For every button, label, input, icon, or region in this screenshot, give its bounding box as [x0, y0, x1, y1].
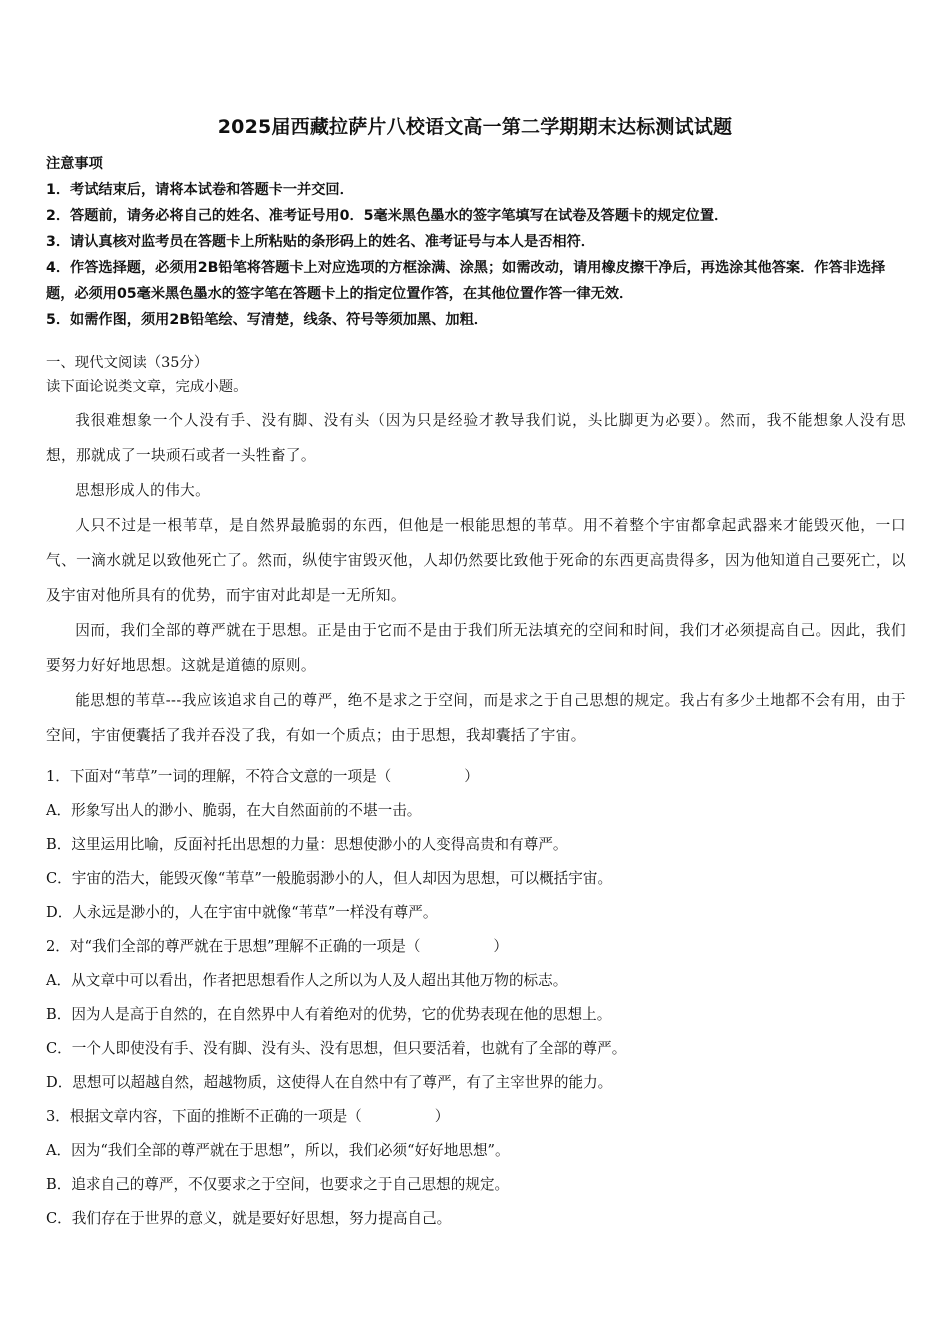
question-2-option-b: B．因为人是高于自然的，在自然界中人有着绝对的优势，它的优势表现在他的思想上。: [46, 1006, 612, 1023]
notice-heading: 注意事项: [46, 156, 103, 172]
question-3-option-c: C．我们存在于世界的意义，就是要好好思想，努力提高自己。: [46, 1210, 452, 1227]
notice-block: [46, 151, 906, 333]
question-3-stem: 3．根据文章内容，下面的推断不正确的一项是（ ）: [46, 1108, 450, 1125]
question-3-option-b: B．追求自己的尊严，不仅要求之于空间，也要求之于自己思想的规定。: [46, 1176, 510, 1193]
article-paragraph: 思想形成人的伟大。: [75, 482, 211, 499]
article-paragraph: 我很难想象一个人没有手、没有脚、没有头（因为只是经验才教导我们说，头比脚更为必要）。然而，我不能想象人没有思想，那就成了一块顽石或者一头牲畜了。: [46, 412, 906, 464]
reading-article: [46, 403, 906, 753]
article-paragraph: 能思想的苇草---我应该追求自己的尊严，绝不是求之于空间，而是求之于自己思想的规定。我占有多少土地都不会有用，由于空间，宇宙便囊括了我并吞没了我，有如一个质点；由于思想，我却囊括了宇宙。: [46, 692, 906, 744]
question-2-option-c: C．一个人即使没有手、没有脚、没有头、没有思想，但只要活着，也就有了全部的尊严。: [46, 1040, 627, 1057]
notice-item-5: 5．如需作图，须用2B铅笔绘、写清楚，线条、符号等须加黑、加粗．: [46, 312, 488, 328]
article-paragraph: 人只不过是一根苇草，是自然界最脆弱的东西，但他是一根能思想的苇草。用不着整个宇宙都拿起武器来才能毁灭他，一口气、一滴水就足以致他死亡了。然而，纵使宇宙毁灭他，人却仍然要比致他于死命的东西更高贵得多，因为他知道自己要死亡，以及宇宙对他所具有的优势，而宇宙对此却是一无所知。: [46, 517, 906, 604]
notice-item-2: 2．答题前，请务必将自己的姓名、准考证号用0．5毫米黑色墨水的签字笔填写在试卷及答题卡的规定位置．: [46, 208, 729, 224]
exam-title: 2025届西藏拉萨片八校语文高一第二学期期末达标测试试题: [217, 116, 733, 138]
question-3-option-a: A．因为“我们全部的尊严就在于思想”，所以，我们必须“好好地思想”。: [46, 1142, 510, 1159]
question-2-option-a: A．从文章中可以看出，作者把思想看作人之所以为人及人超出其他万物的标志。: [46, 972, 568, 989]
section-heading: 一、现代文阅读（35分）: [46, 355, 209, 371]
question-2-option-d: D．思想可以超越自然，超越物质，这使得人在自然中有了尊严，有了主宰世界的能力。: [46, 1074, 613, 1091]
notice-item-4: 4．作答选择题，必须用2B铅笔将答题卡上对应选项的方框涂满、涂黑；如需改动，请用橡皮擦干净后，再选涂其他答案．作答非选择题，必须用05毫米黑色墨水的签字笔在答题卡上的指定位置作答，在其他位置作答一律无效．: [46, 260, 886, 302]
article-paragraph: 因而，我们全部的尊严就在于思想。正是由于它而不是由于我们所无法填充的空间和时间，我们才必须提高自己。因此，我们要努力好好地思想。这就是道德的原则。: [46, 622, 906, 674]
section-intro: 读下面论说类文章，完成小题。: [46, 379, 248, 395]
question-1-option-b: B．这里运用比喻，反面衬托出思想的力量：思想使渺小的人变得高贵和有尊严。: [46, 836, 568, 853]
questions-block: [46, 760, 906, 1236]
question-2-stem: 2．对“我们全部的尊严就在于思想”理解不正确的一项是（ ）: [46, 938, 509, 955]
question-1-option-a: A．形象写出人的渺小、脆弱，在大自然面前的不堪一击。: [46, 802, 422, 819]
question-1-stem: 1．下面对“苇草”一词的理解，不符合文意的一项是（ ）: [46, 768, 479, 785]
notice-item-1: 1．考试结束后，请将本试卷和答题卡一并交回．: [46, 182, 354, 198]
question-1-option-c: C．宇宙的浩大，能毁灭像“苇草”一般脆弱渺小的人，但人却因为思想，可以概括宇宙。: [46, 870, 613, 887]
notice-item-3: 3．请认真核对监考员在答题卡上所粘贴的条形码上的姓名、准考证号与本人是否相符．: [46, 234, 595, 250]
question-1-option-d: D．人永远是渺小的，人在宇宙中就像“苇草”一样没有尊严。: [46, 904, 438, 921]
